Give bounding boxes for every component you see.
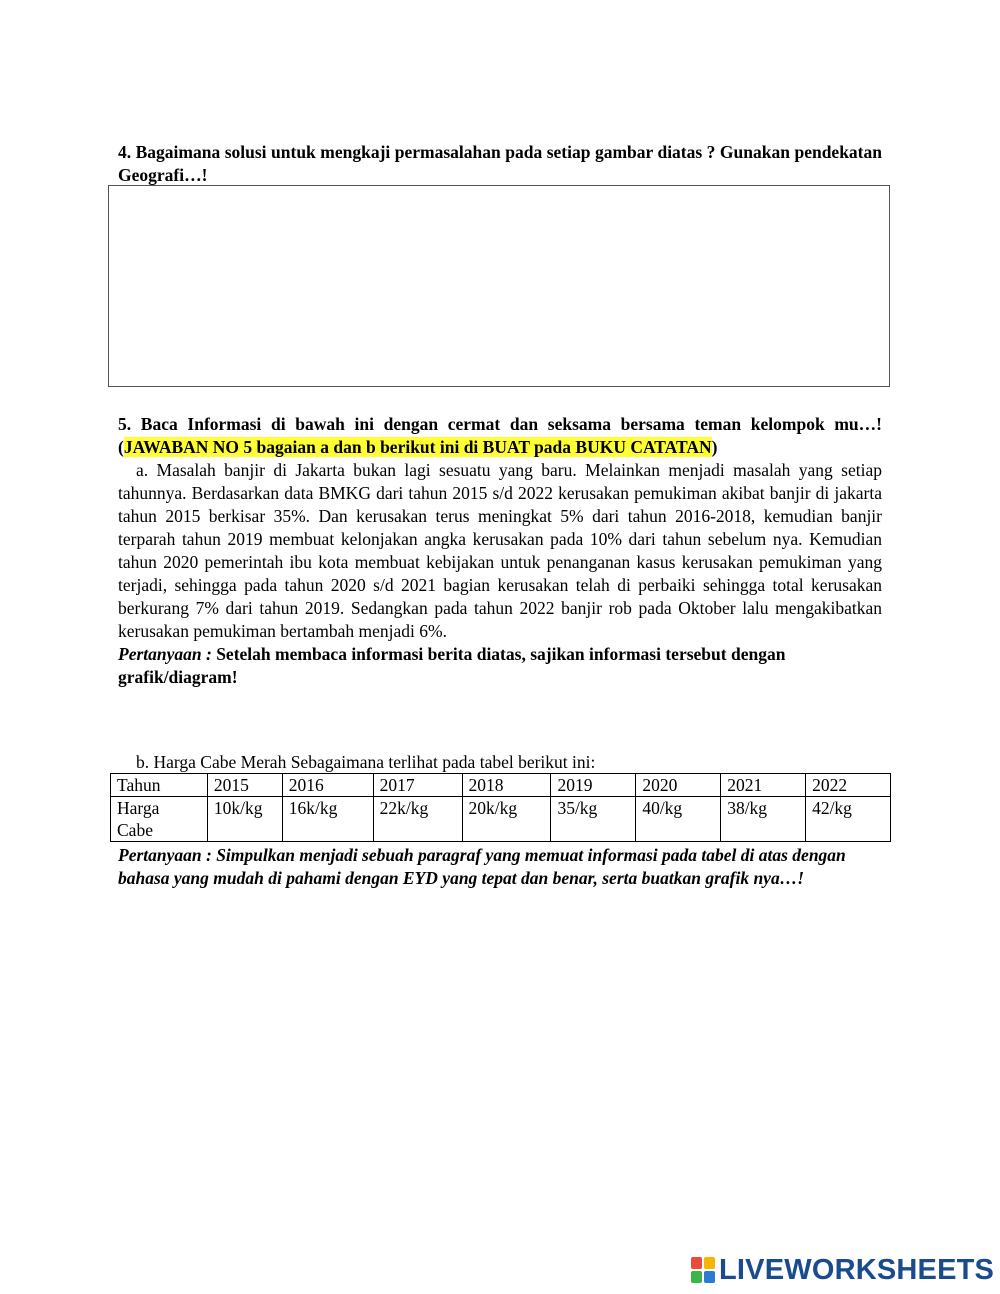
table-header-row <box>111 774 891 797</box>
liveworksheets-logo <box>691 1254 994 1286</box>
table-price-cell: 38/kg <box>721 797 806 842</box>
table-year-cell: 2020 <box>636 774 721 797</box>
question-4-text: 4. Bagaimana solusi untuk mengkaji permasalahan pada setiap gambar diatas ? Gunakan pendekatan Geografi…! <box>118 142 882 185</box>
table-year-cell: 2017 <box>373 774 462 797</box>
part-a-paragraph <box>118 459 882 643</box>
part-a-text: a. Masalah banjir di Jakarta bukan lagi sesuatu yang baru. Melainkan menjadi masalah yang setiap tahunnya. Berdasarkan data BMKG dari tahun 2015 s/d 2022 kerusakan pemukiman akibat banjir di jakarta tahun 2015 berkisar 35%. Dan kerusakan terus meningkat 5% dari tahun 2016-2018, kemudian banjir terparah tahun 2019 membuat kelonjakan angka kerusakan pada 10% dari tahun sebelum nya. Kemudian tahun 2020 pemerintah ibu kota membuat kebijakan untuk penanganan kasus kerusakan pemukiman yang terjadi, sehingga pada tahun 2020 s/d 2021 bagian kerusakan telah di perbaiki sehingga total kerusakan berkurang 7% dari tahun 2019. Sedangkan pada tahun 2022 banjir rob pada Oktober lalu mengakibatkan kerusakan pemukiman bertambah menjadi 6%. <box>118 460 882 641</box>
table-price-cell: 20k/kg <box>462 797 551 842</box>
table-row-label-line2: Cabe <box>117 820 153 840</box>
question-5-heading-text: 5. Baca Informasi di bawah ini dengan cermat dan seksama bersama teman kelompok mu…! ( <box>118 414 882 457</box>
part-a-question-label: Pertanyaan : <box>118 644 212 664</box>
table-year-cell: 2016 <box>282 774 373 797</box>
table-price-cell: 10k/kg <box>207 797 282 842</box>
table-price-cell: 42/kg <box>806 797 891 842</box>
question-5 <box>118 413 882 689</box>
chili-price-table <box>110 773 891 842</box>
liveworksheets-logo-icon <box>691 1257 715 1283</box>
part-a-question-text: Setelah membaca informasi berita diatas, sajikan informasi tersebut dengan grafik/diagram! <box>118 644 786 687</box>
answer-box-question-4[interactable] <box>108 185 890 387</box>
part-b-question: Pertanyaan : Simpulkan menjadi sebuah paragraf yang memuat informasi pada tabel di atas dengan bahasa yang mudah di pahami dengan EYD yang tepat dan benar, serta buatkan grafik nya…! <box>118 845 846 888</box>
table-header-cell: Tahun <box>111 774 208 797</box>
question-4 <box>118 141 882 187</box>
table-year-cell: 2015 <box>207 774 282 797</box>
table-year-cell: 2021 <box>721 774 806 797</box>
table-row-label <box>111 797 208 842</box>
table-price-cell: 22k/kg <box>373 797 462 842</box>
question-5-heading <box>118 413 882 459</box>
question-5-heading-suffix: ) <box>711 437 718 457</box>
table-row-label-line1: Harga <box>117 798 160 818</box>
logo-text: LIVEWORKSHEETS <box>719 1253 995 1286</box>
table-price-cell: 35/kg <box>551 797 636 842</box>
part-a-question <box>118 643 882 689</box>
table-year-cell: 2018 <box>462 774 551 797</box>
table-year-cell: 2022 <box>806 774 891 797</box>
table-price-cell: 16k/kg <box>282 797 373 842</box>
table-row <box>111 797 891 842</box>
table-year-cell: 2019 <box>551 774 636 797</box>
question-5-highlight: JAWABAN NO 5 bagaian a dan b berikut ini di BUAT pada BUKU CATATAN <box>123 437 712 457</box>
part-b-intro: b. Harga Cabe Merah Sebagaimana terlihat pada tabel berikut ini: <box>136 752 596 772</box>
table-price-cell: 40/kg <box>636 797 721 842</box>
